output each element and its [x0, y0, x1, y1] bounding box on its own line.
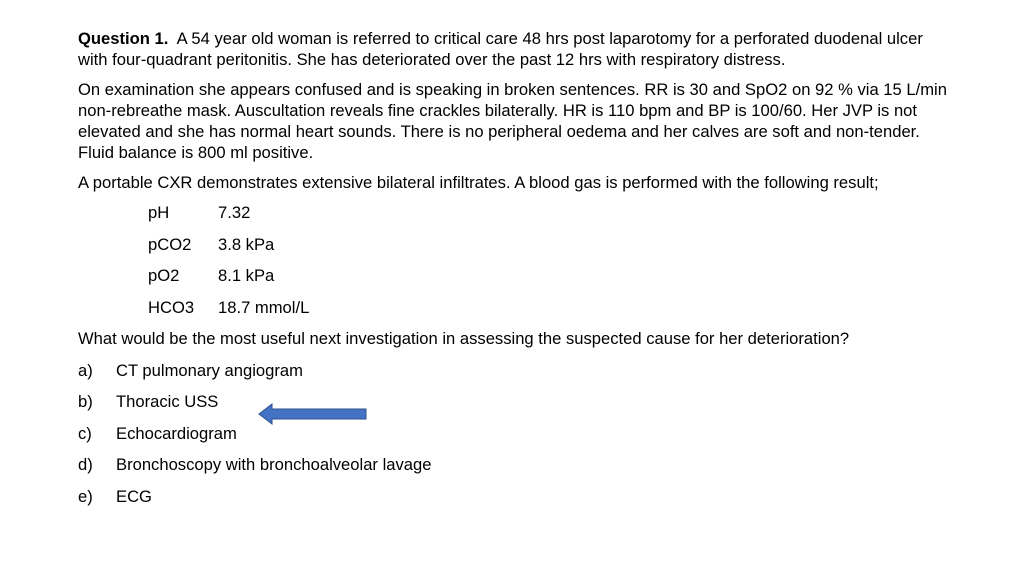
option-b — [78, 391, 948, 412]
option-text: CT pulmonary angiogram — [116, 360, 303, 380]
blood-gas-table — [78, 202, 948, 318]
examination-findings: On examination she appears confused and is speaking in broken sentences. RR is 30 and SpO2 on 92 % via 15 L/min non-rebreathe mask. Auscultation reveals fine crackles bilaterally. HR is 110 bpm and BP is 100/60. Her JVP is not elevated and she has normal heart sounds. There is no peripheral oedema and her calves are soft and non-tender. Fluid balance is 800 ml positive. — [78, 80, 947, 162]
answer-options — [78, 360, 948, 507]
blood-gas-value: 8.1 kPa — [218, 266, 275, 285]
option-c — [78, 423, 948, 444]
blood-gas-param: pCO2 — [148, 234, 192, 254]
stem-intro: A 54 year old woman is referred to critical care 48 hrs post laparotomy for a perforated duodenal ulcer with four-quadrant peritonitis. She has deteriorated over the past 12 hrs with respiratory distress. — [78, 29, 923, 69]
option-text: Bronchoscopy with bronchoalveolar lavage — [116, 455, 432, 474]
blood-gas-value: 18.7 mmol/L — [218, 297, 310, 317]
blood-gas-param: pH — [148, 203, 170, 222]
option-letter: c) — [78, 423, 92, 443]
question-title: Question 1. — [78, 29, 169, 48]
option-a — [78, 360, 948, 381]
blood-gas-param: pO2 — [148, 266, 180, 285]
blood-gas-row — [78, 297, 948, 318]
cxr-findings: A portable CXR demonstrates extensive bilateral infiltrates. A blood gas is performed with the following result; — [78, 173, 879, 192]
blood-gas-row — [78, 202, 948, 223]
question-prompt: What would be the most useful next investigation in assessing the suspected cause for her deterioration? — [78, 329, 850, 348]
left-arrow-icon — [258, 403, 368, 425]
question-stem — [78, 28, 948, 70]
blood-gas-row — [78, 265, 948, 286]
answer-arrow-shape — [259, 404, 366, 424]
option-text: Thoracic USS — [116, 392, 219, 411]
option-text: ECG — [116, 486, 152, 506]
option-letter: a) — [78, 360, 93, 380]
option-letter: b) — [78, 392, 93, 411]
option-letter: e) — [78, 486, 93, 506]
blood-gas-param: HCO3 — [148, 297, 195, 317]
blood-gas-value: 3.8 kPa — [218, 234, 275, 254]
blood-gas-row — [78, 234, 948, 255]
question-slide — [78, 28, 948, 517]
option-text: Echocardiogram — [116, 423, 237, 443]
option-e — [78, 486, 948, 507]
blood-gas-value: 7.32 — [218, 203, 251, 222]
option-d — [78, 454, 948, 475]
option-letter: d) — [78, 455, 93, 474]
